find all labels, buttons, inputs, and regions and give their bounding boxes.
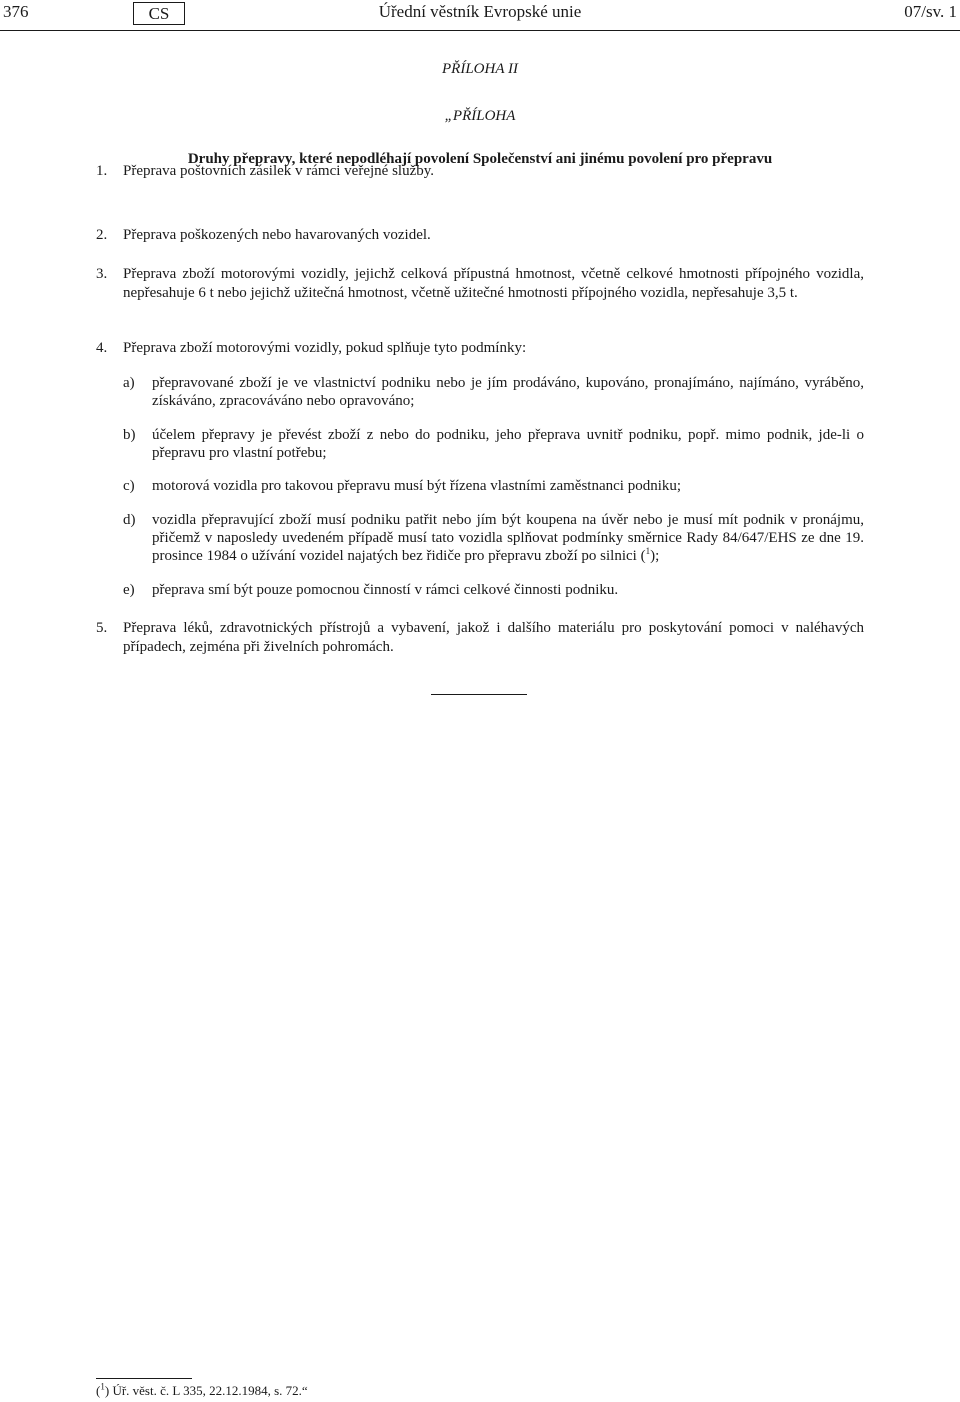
item-number: 4. bbox=[96, 340, 108, 356]
condition-text-main: vozidla přepravující zboží musí podniku patřit nebo jím být koupena na úvěr nebo je musí mít podnik v pronájmu, přičemž v naposledy uvedeném případě musí tato vozidla splňovat podmínky směrnice Rady 84/647/EHS ze dne 19. prosince 1984 o užívání vozidel najatých bez řidiče pro přepravu zboží po silnici ( bbox=[152, 512, 864, 564]
footnote-paren-close: ) bbox=[104, 1383, 110, 1398]
condition-label: d) bbox=[123, 512, 136, 528]
condition-label: e) bbox=[123, 582, 135, 598]
condition-label: c) bbox=[123, 478, 135, 494]
footnote-number: 1 bbox=[100, 1381, 105, 1392]
list-item bbox=[96, 619, 864, 656]
annex-heading: Druhy přepravy, které nepodléhají povolení Společenství ani jinému povolení pro přepravu bbox=[187, 151, 773, 167]
list-item bbox=[96, 265, 864, 302]
item-text: Přeprava poškozených nebo havarovaných vozidel. bbox=[123, 227, 431, 243]
item-text: Přeprava léků, zdravotnických přístrojů a vybavení, jakož i dalšího materiálu pro poskytování pomoci v naléhavých případech, zejména při živelních pohromách. bbox=[123, 620, 864, 655]
item-text: Přeprava zboží motorovými vozidly, pokud splňuje tyto podmínky: bbox=[123, 340, 527, 356]
condition-item bbox=[123, 477, 864, 495]
item-number: 1. bbox=[96, 163, 108, 179]
condition-text: účelem přepravy je převést zboží z nebo do podniku, jeho přeprava uvnitř podniku, popř. mimo podnik, jde-li o přepravu pro vlastní potřebu; bbox=[152, 427, 864, 461]
end-divider bbox=[431, 694, 527, 695]
item-text: Přeprava zboží motorovými vozidly, jejichž celková přípustná hmotnost, včetně celkové hmotnosti přípojného vozidla, nepřesahuje 6 t nebo jejichž užitečná hmotnost, včetně užitečné hmotnosti přípojného vozidla, nepřesahuje 3,5 t. bbox=[123, 266, 864, 301]
footnote-paren-open: ( bbox=[96, 1383, 101, 1398]
condition-text: přeprava smí být pouze pomocnou činností v rámci celkové činnosti podniku. bbox=[152, 582, 619, 598]
journal-title: Úřední věstník Evropské unie bbox=[378, 2, 582, 21]
condition-text: přepravované zboží je ve vlastnictví podniku nebo je jím prodáváno, kupováno, pronajímáno, najímáno, vyráběno, získáváno, zpracováváno nebo opravováno; bbox=[152, 375, 864, 409]
footnote bbox=[96, 1383, 308, 1399]
condition-label: b) bbox=[123, 427, 136, 443]
condition-text bbox=[152, 511, 864, 565]
item-number: 3. bbox=[96, 266, 108, 282]
item-number: 2. bbox=[96, 227, 108, 243]
list-item bbox=[96, 162, 864, 181]
page-header bbox=[0, 0, 960, 31]
item-number: 5. bbox=[96, 620, 108, 636]
condition-text: motorová vozidla pro takovou přepravu musí být řízena vlastními zaměstnanci podniku; bbox=[152, 478, 682, 494]
condition-item bbox=[123, 426, 864, 462]
footnote-divider bbox=[96, 1378, 192, 1379]
issue-number: 07/sv. 1 bbox=[904, 2, 957, 21]
annex-subtitle: „PŘÍLOHA bbox=[444, 108, 516, 124]
language-code: CS bbox=[133, 2, 185, 25]
condition-text-end: ); bbox=[650, 548, 660, 564]
condition-item bbox=[123, 581, 864, 599]
footnote-reference: 1 bbox=[645, 546, 651, 556]
item-text: Přeprava poštovních zásilek v rámci veřejné služby. bbox=[123, 163, 435, 179]
condition-item bbox=[123, 374, 864, 410]
condition-label: a) bbox=[123, 375, 135, 391]
page-number: 376 bbox=[3, 2, 29, 21]
footnote-text: Úř. věst. č. L 335, 22.12.1984, s. 72.“ bbox=[109, 1383, 308, 1398]
condition-item bbox=[123, 511, 864, 565]
list-item bbox=[96, 339, 864, 358]
list-item bbox=[96, 226, 864, 245]
annex-title: PŘÍLOHA II bbox=[442, 61, 518, 77]
